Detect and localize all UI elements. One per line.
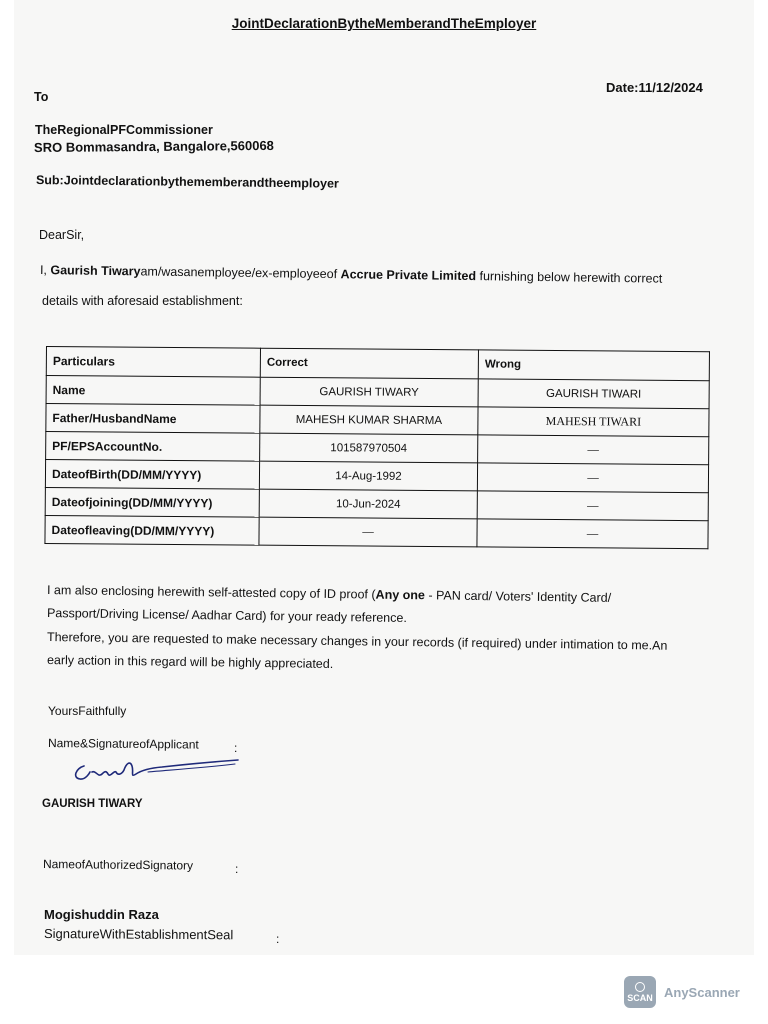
enclosure-text-b: - PAN card/ Voters' Identity Card/: [424, 588, 612, 605]
row-correct: 101587970504: [260, 433, 478, 463]
row-wrong: GAURISH TIWARI: [478, 379, 709, 409]
declaration-table: [44, 346, 710, 549]
row-correct: GAURISH TIWARY: [260, 377, 478, 407]
row-particular: Dateofjoining(DD/MM/YYYY): [45, 487, 259, 517]
row-wrong: —: [477, 519, 708, 549]
row-correct: —: [259, 517, 477, 547]
scanner-logo-text: SCAN: [627, 992, 653, 1003]
row-wrong: —: [477, 491, 708, 521]
applicant-name: GAURISH TIWARY: [42, 798, 143, 810]
row-particular: Father/HusbandName: [46, 404, 260, 434]
company-name: Accrue Private Limited: [340, 267, 477, 284]
enclosure-line4: early action in this regard will be highly appreciated.: [46, 653, 334, 671]
subject-line: Sub:Jointdeclarationbythememberandtheemployer: [35, 173, 339, 191]
applicant-signature: [70, 750, 240, 784]
applicant-colon: :: [234, 741, 238, 755]
enclosure-any-one: Any one: [375, 587, 426, 603]
row-correct: 14-Aug-1992: [259, 461, 477, 491]
salutation: DearSir,: [39, 228, 85, 242]
addressee-line2: SRO Bommasandra, Bangalore,560068: [33, 137, 274, 155]
row-wrong: —: [478, 435, 709, 465]
header-wrong: Wrong: [478, 350, 709, 381]
letter-date: Date:11/12/2024: [606, 80, 703, 95]
scanner-brand-name: AnyScanner: [664, 984, 740, 1000]
row-particular: Name: [46, 376, 260, 406]
anyscanner-watermark: [624, 976, 740, 1008]
seal-colon: :: [276, 932, 280, 946]
intro-suffix: furnishing below herewith correct: [475, 269, 663, 286]
row-wrong: MAHESH TIWARI: [478, 407, 709, 437]
document-title: JointDeclarationBytheMemberandTheEmployer: [231, 16, 537, 31]
enclosure-line3: Therefore, you are requested to make necessary changes in your records (if required) under intimation to me.An: [46, 630, 668, 653]
row-particular: DateofBirth(DD/MM/YYYY): [45, 460, 259, 490]
intro-middle: am/wasanemployee/ex-employeeof: [140, 264, 341, 282]
to-label: To: [34, 90, 49, 104]
row-correct: MAHESH KUMAR SHARMA: [260, 405, 478, 435]
intro-prefix: I,: [39, 263, 51, 278]
row-correct: 10-Jun-2024: [259, 489, 477, 519]
header-particulars: Particulars: [46, 347, 260, 378]
table-row: [45, 515, 708, 548]
enclosure-line2: Passport/Driving License/ Aadhar Card) for your ready reference.: [46, 606, 407, 626]
enclosure-text-a: I am also enclosing herewith self-attested copy of ID proof (: [46, 583, 376, 602]
member-name: Gaurish Tiwary: [50, 263, 141, 279]
scanner-logo-icon: [624, 976, 656, 1008]
authorized-signatory-label: NameofAuthorizedSignatory: [42, 857, 194, 873]
authorized-colon: :: [235, 862, 239, 876]
intro-line2: details with aforesaid establishment:: [42, 294, 243, 308]
row-wrong: —: [477, 463, 708, 493]
applicant-label: Name&SignatureofApplicant: [47, 736, 199, 752]
header-correct: Correct: [260, 348, 478, 379]
addressee-line1: TheRegionalPFCommissioner: [35, 123, 213, 137]
establishment-seal-label: SignatureWithEstablishmentSeal: [43, 926, 234, 943]
signatory-name: Mogishuddin Raza: [44, 907, 159, 922]
row-particular: Dateofleaving(DD/MM/YYYY): [45, 515, 259, 545]
row-particular: PF/EPSAccountNo.: [46, 432, 260, 462]
closing: YoursFaithfully: [48, 704, 127, 718]
